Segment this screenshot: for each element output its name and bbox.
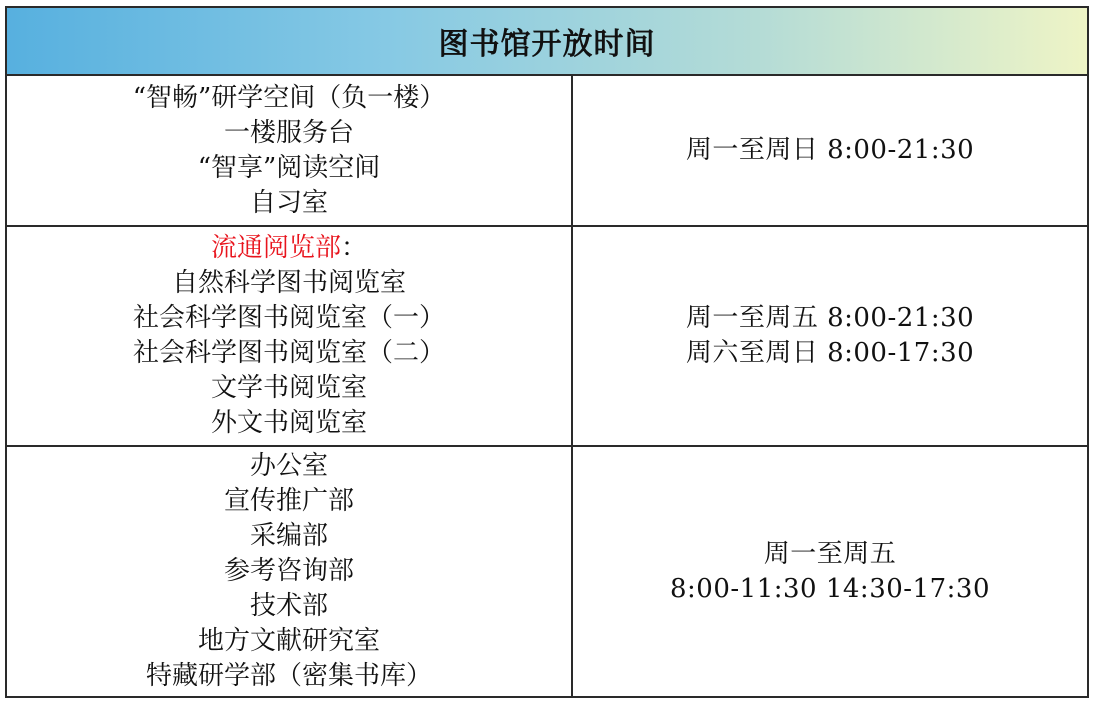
places-cell (7, 446, 572, 696)
place-name: 自习室 (249, 187, 328, 218)
hours-cell (572, 446, 1087, 696)
place-name: 宣传推广部 (223, 486, 354, 516)
section-colon: ： (341, 233, 368, 263)
hours-cell (572, 226, 1087, 446)
places-cell (7, 76, 572, 226)
hours-text: 周一至周五 (763, 538, 897, 569)
place-name: 社会科学图书阅览室（二） (132, 338, 445, 368)
title-bar (7, 8, 1087, 76)
hours-cell (572, 76, 1087, 226)
table-row (7, 226, 1087, 446)
place-name: “智畅”研学空间（负一楼） (132, 82, 446, 113)
place-name: 社会科学图书阅览室（一） (132, 303, 445, 333)
section-label: 流通阅览部 (210, 233, 341, 263)
place-name: 技术部 (249, 591, 328, 621)
place-name: 采编部 (249, 521, 328, 551)
place-name: 办公室 (249, 451, 328, 481)
table-row (7, 446, 1087, 696)
place-name: “智享”阅读空间 (197, 152, 381, 183)
place-name: 参考咨询部 (223, 556, 354, 586)
hours-text: 周一至周五 8:00-21:30 (685, 303, 975, 333)
section-heading (7, 231, 571, 266)
opening-hours-sheet (5, 6, 1089, 698)
hours-text: 周六至周日 8:00-17:30 (685, 338, 975, 368)
page-title: 图书馆开放时间 (438, 27, 656, 62)
place-name: 一楼服务台 (223, 117, 354, 148)
table-row (7, 76, 1087, 226)
place-name: 外文书阅览室 (210, 408, 367, 438)
place-name: 文学书阅览室 (210, 373, 367, 403)
places-cell (7, 226, 572, 446)
place-name: 特藏研学部（密集书库） (145, 661, 432, 691)
place-name: 自然科学图书阅览室 (171, 268, 406, 298)
opening-hours-table (7, 76, 1087, 696)
hours-text: 8:00-11:30 14:30-17:30 (669, 573, 990, 604)
place-name: 地方文献研究室 (197, 626, 380, 656)
hours-text: 周一至周日 8:00-21:30 (685, 135, 975, 165)
